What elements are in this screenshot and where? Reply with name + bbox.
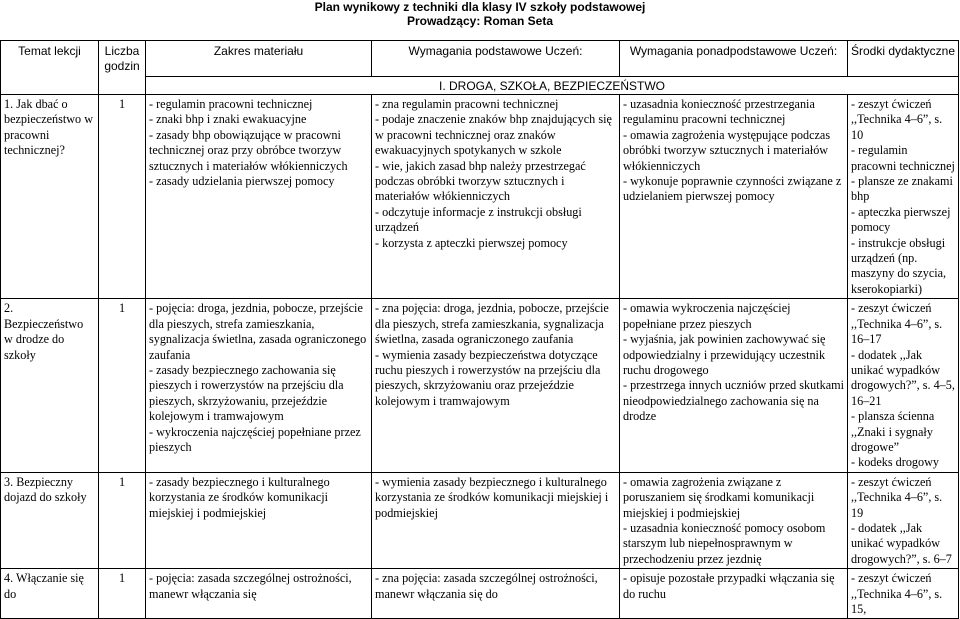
table-row — [1, 95, 959, 299]
col-header-basic: Wymagania podstawowe Uczeń: — [372, 41, 620, 77]
cell-resources: - zeszyt ćwiczeń ,,Technika 4–6”, s. 16–17 - dodatek ,,Jak unikać wypadków drogowych?”, s. 4–5, 16–21 - plansza ścienna ,,Znaki i sygnały drogowe” - kodeks drogowy — [848, 299, 959, 472]
cell-basic: - zna regulamin pracowni technicznej - podaje znaczenie znaków bhp znajdujących się w pracowni technicznej oraz znaków ewakuacyjnych spotykanych w szkole - wie, jakich zasad bhp należy przestrzegać podczas obróbki tworzyw sztucznych i materiałów włókienniczych - odczytuje informacje z instrukcji obsługi urządzeń - korzysta z apteczki pierwszej pomocy — [372, 95, 620, 299]
cell-basic: - zna pojęcia: droga, jezdnia, pobocze, przejście dla pieszych, strefa zamieszkania, sygnalizacja świetlna, zasada ograniczonego zaufania - wymienia zasady bezpieczeństwa dotyczące ruchu pieszych i rowerzystów na przejściu dla pieszych, skrzyżowaniu oraz przejeździe kolejowym i tramwajowym — [372, 299, 620, 472]
cell-resources: - zeszyt ćwiczeń ,,Technika 4–6”, s. 10 - regulamin pracowni technicznej - plansze ze znakami bhp - apteczka pierwszej pomocy - instrukcje obsługi urządzeń (np. maszyny do szycia, kserokopiarki) — [848, 95, 959, 299]
cell-scope: - pojęcia: droga, jezdnia, pobocze, przejście dla pieszych, strefa zamieszkania, sygnalizacja świetlna, zasada ograniczonego zaufania - zasady bezpiecznego zachowania się pieszych i rowerzystów na przejściu dla pieszych, skrzyżowaniu, przejeździe kolejowym i tramwajowym - wykroczenia najczęściej popełniane przez pieszych — [146, 299, 372, 472]
cell-advanced: - uzasadnia konieczność przestrzegania regulaminu pracowni technicznej - omawia zagrożenia występujące podczas obróbki tworzyw sztucznych i materiałów włókienniczych - wykonuje poprawnie czynności związane z udzielaniem pierwszej pomocy — [620, 95, 848, 299]
col-header-topic: Temat lekcji — [1, 41, 99, 95]
cell-basic: - wymienia zasady bezpiecznego i kulturalnego korzystania ze środków komunikacji miejskiej i podmiejskiej — [372, 472, 620, 568]
col-header-scope: Zakres materiału — [146, 41, 372, 77]
cell-basic: - zna pojęcia: zasada szczególnej ostrożności, manewr włączania się do — [372, 569, 620, 619]
document-title-block — [0, 0, 960, 28]
cell-scope: - zasady bezpiecznego i kulturalnego korzystania ze środków komunikacji miejskiej i podmiejskiej — [146, 472, 372, 568]
cell-resources: - zeszyt ćwiczeń ,,Technika 4–6”, s. 19 - dodatek ,,Jak unikać wypadków drogowych?”, s. 6–7 — [848, 472, 959, 568]
cell-scope: - regulamin pracowni technicznej - znaki bhp i znaki ewakuacyjne - zasady bhp obowiązujące w pracowni technicznej oraz przy obróbce tworzyw sztucznych i materiałów włókienniczych - zasady udzielania pierwszej pomocy — [146, 95, 372, 299]
cell-topic: 2. Bezpieczeństwo w drodze do szkoły — [1, 299, 99, 472]
cell-hours: 1 — [99, 569, 146, 619]
table-header-row — [1, 41, 959, 77]
cell-hours: 1 — [99, 95, 146, 299]
plan-table — [0, 40, 959, 619]
cell-advanced: - omawia zagrożenia związane z poruszaniem się środkami komunikacji miejskiej i podmiejskiej - uzasadnia konieczność pomocy osobom starszym lub niepełnosprawnym w przechodzeniu przez jezdnię — [620, 472, 848, 568]
col-header-advanced: Wymagania ponadpodstawowe Uczeń: — [620, 41, 848, 77]
document-teacher: Prowadzący: Roman Seta — [406, 14, 554, 28]
table-row — [1, 299, 959, 472]
cell-scope: - pojęcia: zasada szczególnej ostrożności, manewr włączania się — [146, 569, 372, 619]
cell-resources: - zeszyt ćwiczeń ,,Technika 4–6”, s. 15, — [848, 569, 959, 619]
table-row — [1, 472, 959, 568]
cell-topic: 1. Jak dbać o bezpieczeństwo w pracowni technicznej? — [1, 95, 99, 299]
cell-hours: 1 — [99, 299, 146, 472]
cell-topic: 3. Bezpieczny dojazd do szkoły — [1, 472, 99, 568]
col-header-resources: Środki dydaktyczne — [848, 41, 959, 77]
cell-topic: 4. Włączanie się do — [1, 569, 99, 619]
table-row — [1, 569, 959, 619]
cell-advanced: - opisuje pozostałe przypadki włączania się do ruchu — [620, 569, 848, 619]
col-header-hours: Liczba godzin — [99, 41, 146, 95]
document-title: Plan wynikowy z techniki dla klasy IV szkoły podstawowej — [314, 0, 646, 14]
section-title: I. DROGA, SZKOŁA, BEZPIECZEŃSTWO — [146, 77, 959, 95]
cell-hours: 1 — [99, 472, 146, 568]
cell-advanced: - omawia wykroczenia najczęściej popełniane przez pieszych - wyjaśnia, jak powinien zachowywać się odpowiedzialny i przewidujący uczestnik ruchu drogowego - przestrzega innych uczniów przed skutkami nieodpowiedzialnego zachowania się na drodze — [620, 299, 848, 472]
